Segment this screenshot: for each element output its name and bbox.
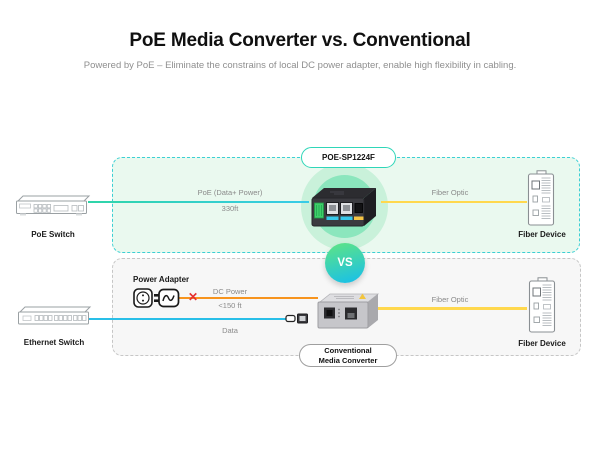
poe-switch-icon: [14, 192, 92, 220]
fiber-optic-label-bottom: Fiber Optic: [431, 295, 469, 304]
fiber-link-line-top: [381, 201, 527, 204]
vs-badge: VS: [325, 243, 365, 283]
fiber-device-icon-bottom: [525, 277, 561, 335]
rj45-plug-icon: [285, 312, 309, 325]
page-subtitle: Powered by PoE – Eliminate the constrains of local DC power adapter, enable high flexibility in cabling.: [83, 60, 517, 71]
fiber-optic-label-top: Fiber Optic: [431, 188, 469, 197]
dc-power-label: DC Power: [212, 287, 248, 296]
poe-link-line: [88, 201, 309, 203]
poe-media-converter-icon: [306, 176, 382, 236]
poe-switch-label: PoE Switch: [31, 230, 75, 239]
dc-power-distance: <150 ft: [218, 301, 242, 310]
poe-link-label: PoE (Data+ Power): [197, 188, 263, 197]
power-outlet-icon: [133, 288, 153, 308]
ethernet-switch-label: Ethernet Switch: [23, 338, 85, 347]
power-adapter-icon: [154, 288, 180, 308]
power-adapter-label: Power Adapter: [133, 275, 190, 284]
conventional-badge-line1: Conventional: [324, 346, 372, 355]
fiber-device-label-bottom: Fiber Device: [518, 339, 566, 348]
fiber-link-line-bottom: [378, 307, 527, 310]
fiber-device-label-top: Fiber Device: [518, 230, 566, 239]
conventional-converter-icon: [312, 286, 382, 338]
data-label: Data: [222, 326, 238, 335]
ethernet-switch-icon: [16, 303, 92, 329]
conventional-converter-badge: [299, 344, 397, 367]
x-mark: ✕: [187, 290, 199, 304]
conventional-badge-line2: Media Converter: [318, 355, 378, 365]
poe-link-distance: 330ft: [221, 204, 239, 213]
fiber-device-icon-top: [524, 170, 560, 228]
page-title: PoE Media Converter vs. Conventional: [129, 30, 471, 51]
model-badge: POE-SP1224F: [301, 147, 396, 168]
data-line: [88, 318, 288, 320]
